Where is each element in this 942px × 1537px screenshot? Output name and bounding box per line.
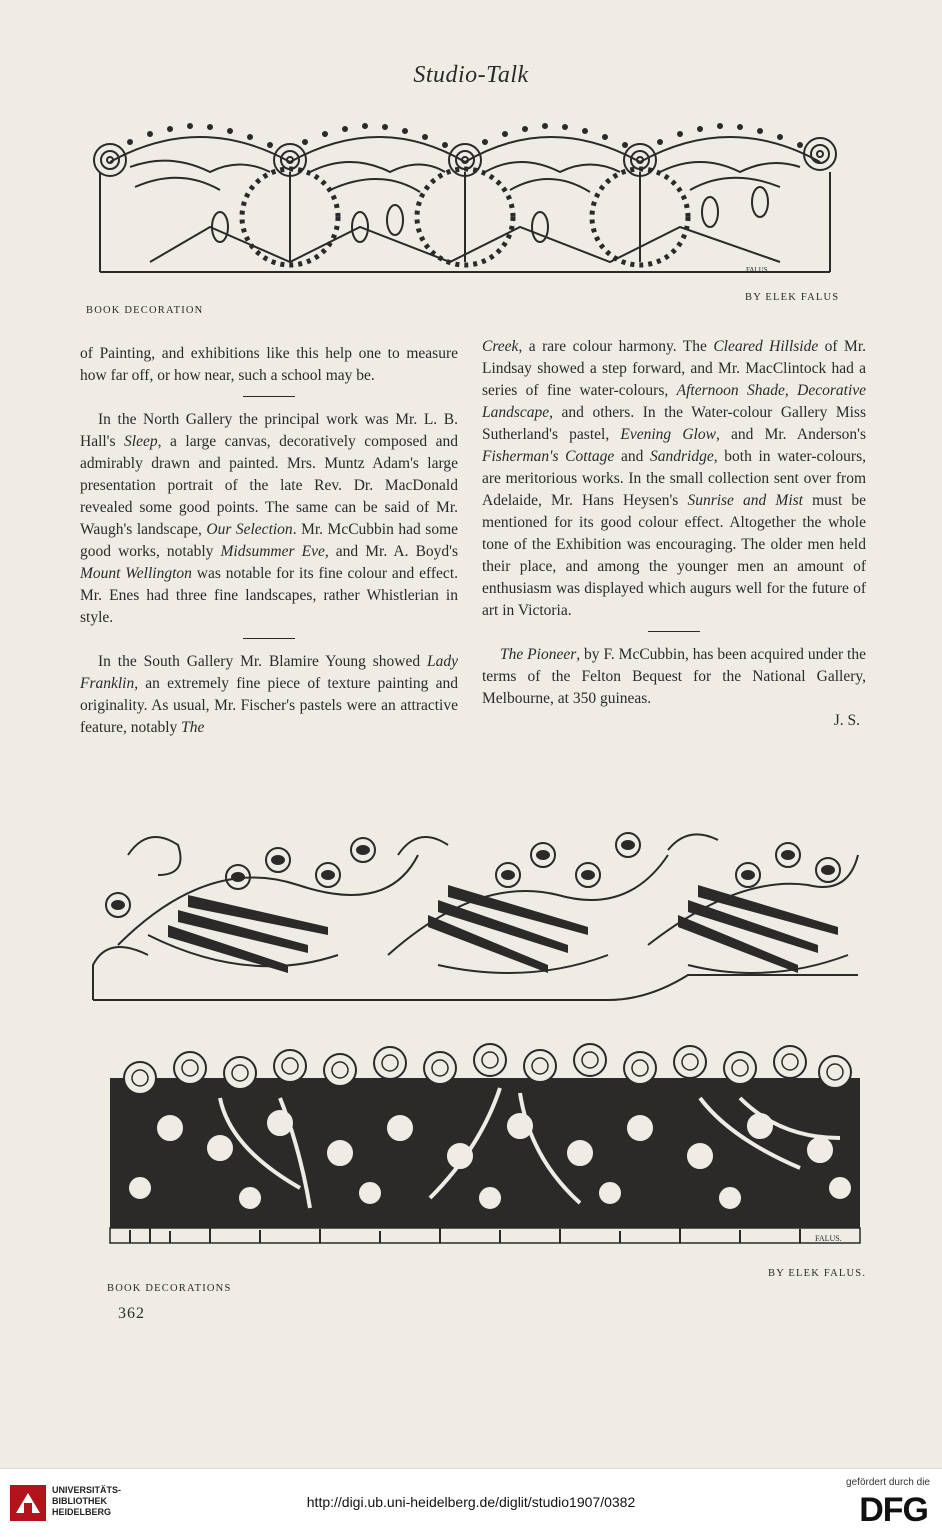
top-caption-right: BY ELEK FALUS: [745, 292, 840, 303]
section-rule: [648, 631, 700, 632]
digitization-footer: [0, 1468, 942, 1537]
bottom-caption-left: BOOK DECORATIONS: [107, 1283, 232, 1294]
author-signature: J. S.: [833, 712, 860, 729]
book-decoration-roses-ornament: [90, 112, 840, 282]
section-rule: [243, 638, 295, 639]
right-column: [482, 336, 866, 732]
ornament-signature-top: FALUS.: [746, 266, 770, 274]
page-number: 362: [118, 1305, 145, 1322]
right-para-1: Creek, a rare colour harmony. The Cleared Hillside of Mr. Lindsay showed a step forward, and Mr. MacClintock had a series of fine water-colours, Afternoon Shade, Decorative Landscape, and others. In the Water-colour Gallery Miss Sutherland's pastel, Evening Glow, and Mr. Anderson's Fisherman's Cottage and Sandridge, both in water-colours, are meritorious works. In the small collection sent over from Adelaide, Mr. Hans Heysen's Sunrise and Mist must be mentioned for its good colour effect. Altogether the whole tone of the Exhibition was encouraging. The older men held their place, and among the younger men an amount of enthusiasm was displayed which augurs well for the future of art in Victoria.: [482, 338, 867, 619]
funding-note: gefördert durch die: [846, 1477, 930, 1488]
left-para-1: of Painting, and exhibitions like this help one to measure how far off, or how near, such a school may be.: [80, 345, 458, 384]
section-rule: [243, 396, 295, 397]
ornament-signature-bottom: FALUS.: [815, 1234, 842, 1243]
left-para-3: In the South Gallery Mr. Blamire Young showed Lady Franklin, an extremely fine piece of texture painting and originality. As usual, Mr. Fischer's pastels were an attractive feature, notably The: [80, 653, 458, 736]
library-name: UNIVERSITÄTS- BIBLIOTHEK HEIDELBERG: [52, 1485, 122, 1517]
book-decoration-rose-garden-ornament: [100, 1038, 870, 1260]
permalink-url[interactable]: http://digi.ub.uni-heidelberg.de/diglit/studio1907/0382: [306, 1494, 636, 1510]
book-decoration-vine-ornament: [88, 815, 870, 1005]
running-head: Studio-Talk: [413, 62, 529, 88]
left-para-2: In the North Gallery the principal work was Mr. L. B. Hall's Sleep, a large canvas, decoratively composed and admirably drawn and painted. Mrs. Muntz Adam's large presentation portrait of the late Rev. Dr. MacDonald revealed some good points. The same can be said of Mr. Waugh's landscape, Our Selection. Mr. McCubbin had some good works, notably Midsummer Eve, and Mr. A. Boyd's Mount Wellington was notable for its fine colour and effect. Mr. Enes had three fine landscapes, rather Whistlerian in style.: [80, 411, 459, 626]
top-caption-left: BOOK DECORATION: [86, 305, 204, 316]
left-column: [80, 343, 458, 739]
bottom-caption-right: BY ELEK FALUS.: [768, 1268, 867, 1279]
right-para-2: The Pioneer, by F. McCubbin, has been acquired under the terms of the Felton Bequest for the National Gallery, Melbourne, at 350 guineas.: [482, 646, 866, 707]
dfg-logo: DFG: [859, 1491, 928, 1529]
